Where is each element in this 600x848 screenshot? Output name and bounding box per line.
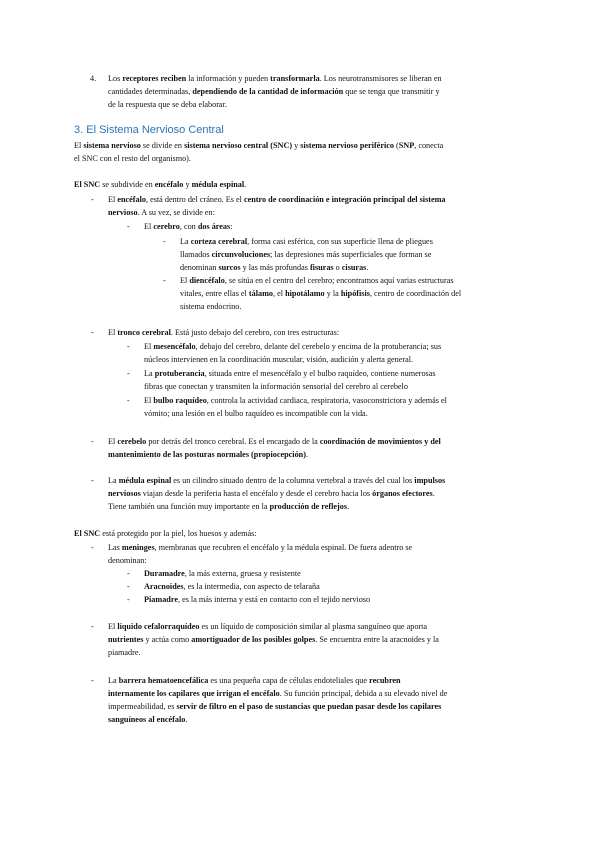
- text-run: :: [230, 222, 233, 231]
- text-run: , debajo del cerebro, delante del cerebelo y encima de la protuberancia; sus: [195, 342, 442, 351]
- text-run: El: [108, 195, 118, 204]
- text-run: .: [366, 263, 369, 272]
- list-item: [108, 647, 141, 659]
- list-item: [108, 621, 427, 633]
- bold-text: meninges: [121, 543, 155, 552]
- list-item: [108, 194, 446, 206]
- bold-text: diencéfalo: [189, 276, 225, 285]
- bold-text: médula espinal: [118, 476, 172, 485]
- list-item: [144, 581, 320, 593]
- bold-text: transformarla: [270, 74, 320, 83]
- bold-text: tálamo: [248, 289, 273, 298]
- bold-text: encéfalo: [117, 195, 146, 204]
- text-run: El: [108, 437, 118, 446]
- bold-text: sistema nervioso periférico: [300, 141, 394, 150]
- text-run: .: [305, 450, 308, 459]
- text-run: piamadre.: [108, 648, 141, 657]
- text-run: y las más profundas: [240, 263, 310, 272]
- list-item: [144, 568, 301, 580]
- text-run: . Se encuentra entre la aracnoides y la: [315, 635, 439, 644]
- bold-text: coordinación de movimientos y del: [319, 437, 441, 446]
- paragraph-line: [108, 73, 442, 85]
- text-run: . A su vez, se divide en:: [137, 208, 215, 217]
- bold-text: servir de filtro en el paso de sustancias que puedan pasar desde los capilares: [176, 702, 442, 711]
- text-run: núcleos intervienen en la coordinación muscular, visión, audición y alerta general.: [144, 355, 414, 364]
- bold-text: médula espinal: [191, 180, 245, 189]
- bold-text: nutrientes: [108, 635, 144, 644]
- paragraph-line: [108, 86, 440, 98]
- list-item: [108, 701, 441, 713]
- text-run: Las: [108, 543, 122, 552]
- text-run: .: [185, 715, 188, 724]
- text-run: llamados: [180, 250, 212, 259]
- dash-bullet: -: [163, 237, 166, 246]
- text-run: El: [144, 396, 154, 405]
- text-run: .: [244, 180, 247, 189]
- list-item: [144, 381, 408, 393]
- list-item: [108, 542, 412, 554]
- text-run: El: [144, 222, 154, 231]
- list-item: [144, 594, 370, 606]
- bold-text: fisuras: [309, 263, 334, 272]
- text-run: denominan: [180, 263, 219, 272]
- paragraph-line: [74, 179, 246, 191]
- bold-text: encéfalo: [154, 180, 184, 189]
- paragraph-line: [74, 153, 191, 165]
- dash-bullet: -: [127, 595, 130, 604]
- bold-text: Duramadre: [144, 569, 185, 578]
- text-run: cantidades determinadas,: [108, 87, 193, 96]
- dash-bullet: -: [91, 437, 94, 446]
- list-item: [108, 714, 187, 726]
- bold-text: Aracnoides: [144, 582, 184, 591]
- text-run: La: [144, 369, 155, 378]
- bold-text: El SNC: [74, 180, 101, 189]
- bold-text: centro de coordinación e integración principal del sistema: [243, 195, 446, 204]
- text-run: , está dentro del cráneo. Es el: [145, 195, 244, 204]
- list-number: 4.: [90, 74, 97, 83]
- text-run: , centro de coordinación del: [369, 289, 462, 298]
- list-item: [144, 408, 368, 420]
- list-item: [108, 436, 441, 448]
- list-item: [144, 354, 413, 366]
- bold-text: mantenimiento de las posturas normales (propiocepción): [108, 450, 306, 459]
- text-run: , el: [273, 289, 286, 298]
- dash-bullet: -: [163, 276, 166, 285]
- bold-text: receptores reciben: [122, 74, 187, 83]
- text-run: el SNC con el resto del organismo).: [74, 154, 191, 163]
- text-run: la información y pueden: [186, 74, 271, 83]
- list-item: [180, 275, 454, 287]
- list-item: [108, 475, 445, 487]
- dash-bullet: -: [91, 476, 94, 485]
- list-item: [108, 501, 349, 513]
- dash-bullet: -: [91, 328, 94, 337]
- text-run: , con: [179, 222, 198, 231]
- bold-text: internamente los capilares que irrigan el encéfalo: [108, 689, 280, 698]
- bold-text: cerebro: [153, 222, 180, 231]
- bold-text: hipotálamo: [285, 289, 325, 298]
- text-run: , es la intermedia, con aspecto de telaraña: [183, 582, 320, 591]
- bold-text: mesencéfalo: [153, 342, 196, 351]
- bold-text: dependiendo de la cantidad de información: [192, 87, 344, 96]
- bold-text: dos áreas: [197, 222, 231, 231]
- bold-text: nervioso: [108, 208, 138, 217]
- text-run: , conecta: [414, 141, 444, 150]
- paragraph-line: [74, 140, 443, 152]
- text-run: La: [180, 237, 191, 246]
- text-run: es una pequeña capa de células endoteliales que: [208, 676, 370, 685]
- bold-text: El SNC: [74, 529, 101, 538]
- bold-text: líquido cefalorraquídeo: [117, 622, 200, 631]
- text-run: o: [333, 263, 342, 272]
- list-item: [180, 288, 461, 300]
- bold-text: cerebelo: [117, 437, 147, 446]
- text-run: , controla la actividad cardiaca, respiratoria, vasoconstrictora y además el: [206, 396, 447, 405]
- bold-text: barrera hematoencefálica: [118, 676, 209, 685]
- list-item: [180, 301, 241, 313]
- list-item: [108, 327, 339, 339]
- text-run: vitales, entre ellas el: [180, 289, 249, 298]
- text-run: , membranas que recubren el encéfalo y la médula espinal. De fuera adentro se: [154, 543, 413, 552]
- text-run: viajan desde la periferia hasta el encéfalo y desde el cerebro hacia los: [140, 489, 373, 498]
- text-run: fibras que conectan y transmiten la información sensorial del cerebro al cerebelo: [144, 382, 408, 391]
- text-run: El: [74, 141, 84, 150]
- text-run: ; las depresiones más superficiales que forman se: [270, 250, 432, 259]
- bold-text: recubren: [369, 676, 401, 685]
- text-run: denominan:: [108, 556, 147, 565]
- text-run: , se sitúa en el centro del cerebro; encontramos aquí varias estructuras: [224, 276, 454, 285]
- dash-bullet: -: [91, 543, 94, 552]
- text-run: La: [108, 476, 119, 485]
- bold-text: surcos: [218, 263, 241, 272]
- list-item: [180, 262, 368, 274]
- bold-text: cisuras: [341, 263, 367, 272]
- bold-text: Piamadre: [144, 595, 178, 604]
- text-run: y actúa como: [143, 635, 192, 644]
- dash-bullet: -: [127, 222, 130, 231]
- text-run: se divide en: [140, 141, 185, 150]
- dash-bullet: -: [91, 195, 94, 204]
- text-run: . Su función principal, debida a su elevado nivel de: [279, 689, 448, 698]
- text-run: vómito; una lesión en el bulbo raquídeo es incompatible con la vida.: [144, 409, 368, 418]
- list-item: [144, 395, 447, 407]
- paragraph-line: [74, 528, 257, 540]
- dash-bullet: -: [127, 342, 130, 351]
- list-item: [108, 555, 147, 567]
- bold-text: impulsos: [414, 476, 446, 485]
- text-run: Tiene también una función muy importante en la: [108, 502, 270, 511]
- dash-bullet: -: [91, 622, 94, 631]
- list-item: [144, 368, 436, 380]
- section-heading: 3. El Sistema Nervioso Central: [74, 124, 224, 136]
- text-run: impermeabilidad, es: [108, 702, 177, 711]
- list-item: [108, 688, 447, 700]
- text-run: La: [108, 676, 119, 685]
- list-item: [108, 207, 215, 219]
- text-run: El: [180, 276, 190, 285]
- text-run: y: [292, 141, 301, 150]
- text-run: sistema endocrino.: [180, 302, 242, 311]
- text-run: El: [108, 622, 118, 631]
- text-run: El: [108, 328, 118, 337]
- bold-text: corteza cerebral: [190, 237, 248, 246]
- text-run: por detrás del tronco cerebral. Es el encargado de la: [146, 437, 320, 446]
- text-run: de la respuesta que se deba elaborar.: [108, 100, 227, 109]
- bold-text: producción de reflejos: [269, 502, 348, 511]
- text-run: .: [347, 502, 350, 511]
- text-run: . Está justo debajo del cerebro, con tres estructuras:: [170, 328, 340, 337]
- dash-bullet: -: [127, 396, 130, 405]
- dash-bullet: -: [127, 369, 130, 378]
- bold-text: circunvoluciones: [211, 250, 271, 259]
- bold-text: sanguíneos al encéfalo: [108, 715, 186, 724]
- text-run: (: [393, 141, 399, 150]
- dash-bullet: -: [91, 676, 94, 685]
- text-run: es un líquido de composición similar al plasma sanguíneo que aporta: [199, 622, 428, 631]
- bold-text: SNP: [398, 141, 415, 150]
- list-item: [108, 675, 401, 687]
- list-item: [108, 488, 435, 500]
- bold-text: protuberancia: [154, 369, 205, 378]
- bold-text: hipófisis: [340, 289, 370, 298]
- text-run: es un cilindro situado dentro de la columna vertebral a través del cual los: [171, 476, 415, 485]
- text-run: que se tenga que transmitir y: [343, 87, 440, 96]
- bold-text: bulbo raquídeo: [153, 396, 207, 405]
- bold-text: amortiguador de los posibles golpes: [191, 635, 316, 644]
- text-run: Los: [108, 74, 123, 83]
- dash-bullet: -: [127, 569, 130, 578]
- dash-bullet: -: [127, 582, 130, 591]
- bold-text: sistema nervioso: [83, 141, 141, 150]
- bold-text: sistema nervioso central (SNC): [184, 141, 293, 150]
- bold-text: órganos efectores: [372, 489, 433, 498]
- text-run: , la más externa, gruesa y resistente: [184, 569, 301, 578]
- text-run: , es la más interna y está en contacto con el tejido nervioso: [177, 595, 371, 604]
- list-item: [180, 236, 433, 248]
- paragraph-line: [108, 99, 227, 111]
- bold-text: tronco cerebral: [117, 328, 171, 337]
- text-run: está protegido por la piel, los huesos y además:: [100, 529, 257, 538]
- text-run: se subdivide en: [100, 180, 155, 189]
- text-run: , forma casi esférica, con sus superficie llena de pliegues: [247, 237, 433, 246]
- list-item: [144, 221, 232, 233]
- text-run: y la: [324, 289, 341, 298]
- text-run: .: [432, 489, 435, 498]
- list-item: [180, 249, 431, 261]
- text-run: y: [183, 180, 192, 189]
- list-item: [108, 449, 308, 461]
- bold-text: nerviosos: [108, 489, 141, 498]
- list-item: [108, 634, 439, 646]
- text-run: El: [144, 342, 154, 351]
- list-item: [144, 341, 441, 353]
- text-run: , situada entre el mesencéfalo y el bulbo raquídeo, contiene numerosas: [204, 369, 436, 378]
- text-run: . Los neurotransmisores se liberan en: [319, 74, 442, 83]
